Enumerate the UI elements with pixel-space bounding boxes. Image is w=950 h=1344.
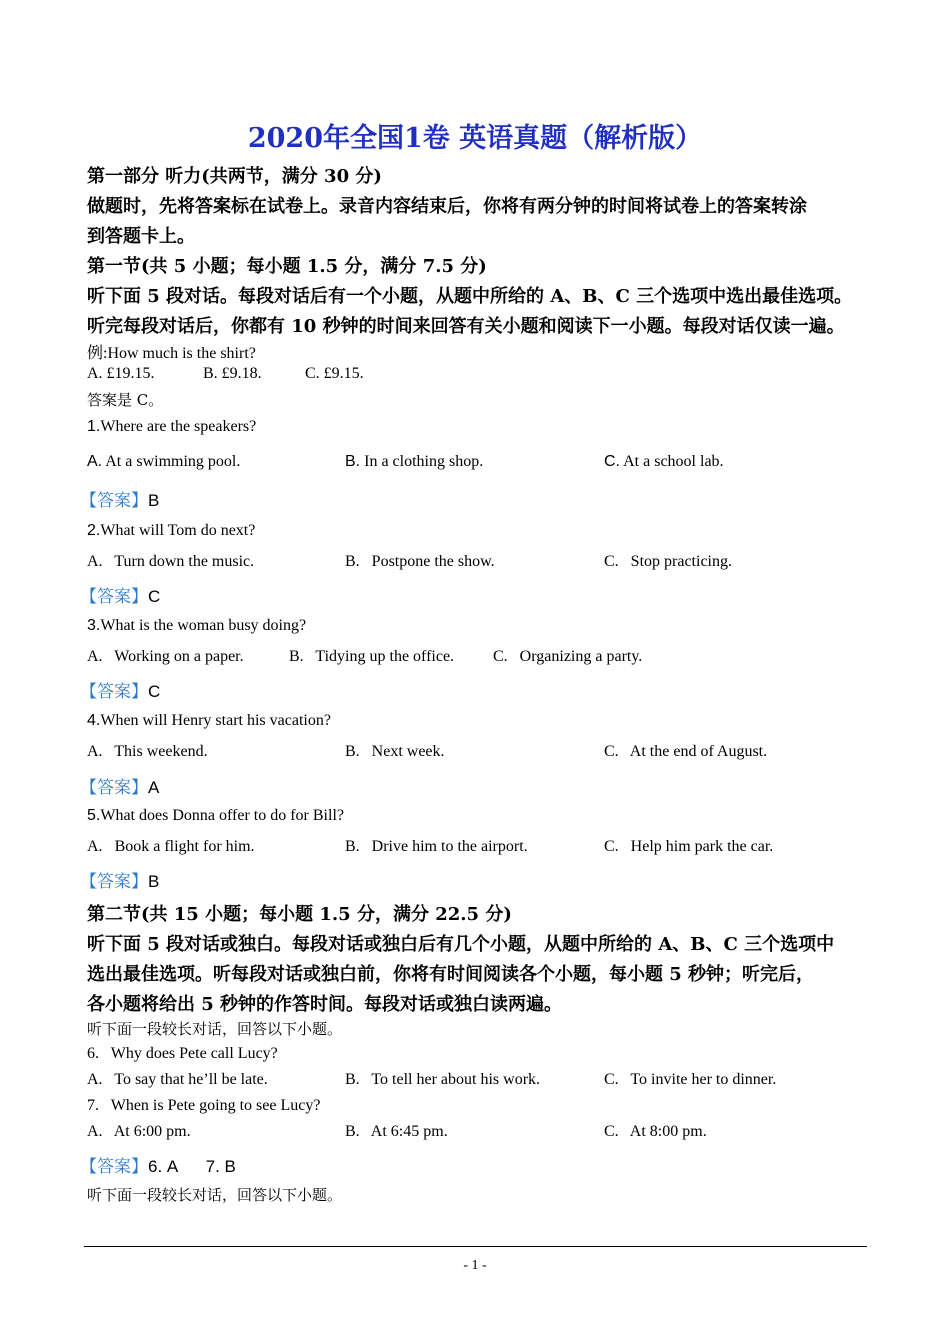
q4-option-b: B. Next week. bbox=[345, 743, 445, 760]
section2-heading: 第二节(共 15 小题；每小题 1.5 分，满分 22.5 分) bbox=[87, 904, 512, 925]
question-1: 1.Where are the speakers? bbox=[87, 418, 257, 435]
footer-divider bbox=[84, 1246, 867, 1247]
example-option-b: B. £9.18. bbox=[203, 365, 262, 382]
q4-option-a: A. This weekend. bbox=[87, 743, 208, 760]
page-title: 2020年全国1卷 英语真题（解析版） bbox=[247, 123, 703, 154]
q5-option-b: B. Drive him to the airport. bbox=[345, 838, 528, 855]
q1-option-b: B. In a clothing shop. bbox=[345, 453, 484, 470]
instruction-line: 到答题卡上。 bbox=[87, 226, 195, 247]
q5-answer: 【答案】B bbox=[80, 872, 160, 891]
question-7: 7. When is Pete going to see Lucy? bbox=[87, 1097, 321, 1114]
q2-option-a: A. Turn down the music. bbox=[87, 553, 255, 570]
q1-answer: 【答案】B bbox=[80, 491, 160, 510]
part1-heading: 第一部分 听力(共两节，满分 30 分) bbox=[87, 166, 382, 187]
q2-option-c: C. Stop practicing. bbox=[604, 553, 732, 570]
section2-instruction: 选出最佳选项。听每段对话或独白前，你将有时间阅读各个小题，每小题 5 秒钟；听完后， bbox=[87, 964, 815, 985]
next-dialogue-intro: 听下面一段较长对话，回答以下小题。 bbox=[87, 1186, 343, 1204]
question-3: 3.What is the woman busy doing? bbox=[87, 617, 307, 634]
q4-option-c: C. At the end of August. bbox=[604, 743, 768, 760]
q4-answer: 【答案】A bbox=[80, 778, 160, 797]
q6-q7-answer: 【答案】6. A 7. B bbox=[80, 1157, 236, 1176]
q2-answer: 【答案】C bbox=[80, 587, 161, 606]
question-2: 2.What will Tom do next? bbox=[87, 522, 256, 539]
section2-instruction: 各小题将给出 5 秒钟的作答时间。每段对话或独白读两遍。 bbox=[87, 994, 563, 1015]
q5-option-a: A. Book a flight for him. bbox=[87, 838, 255, 855]
q1-option-a: A. At a swimming pool. bbox=[87, 453, 241, 470]
question-4: 4.When will Henry start his vacation? bbox=[87, 712, 331, 729]
dialogue-intro: 听下面一段较长对话，回答以下小题。 bbox=[87, 1020, 343, 1038]
q6-option-b: B. To tell her about his work. bbox=[345, 1071, 541, 1088]
section2-instruction: 听下面 5 段对话或独白。每段对话或独白后有几个小题，从题中所给的 A、B、C 三个选项中 bbox=[87, 934, 835, 955]
section1-instruction: 听完每段对话后，你都有 10 秒钟的时间来回答有关小题和阅读下一小题。每段对话仅读一遍。 bbox=[87, 316, 845, 337]
q7-option-c: C. At 8:00 pm. bbox=[604, 1123, 707, 1140]
q7-option-b: B. At 6:45 pm. bbox=[345, 1123, 448, 1140]
section1-heading: 第一节(共 5 小题；每小题 1.5 分，满分 7.5 分) bbox=[87, 256, 487, 277]
section1-instruction: 听下面 5 段对话。每段对话后有一个小题，从题中所给的 A、B、C 三个选项中选出最佳选项。 bbox=[87, 286, 853, 307]
q6-option-a: A. To say that he’ll be late. bbox=[87, 1071, 268, 1088]
q3-answer: 【答案】C bbox=[80, 682, 161, 701]
q5-option-c: C. Help him park the car. bbox=[604, 838, 774, 855]
question-6: 6. Why does Pete call Lucy? bbox=[87, 1045, 278, 1062]
page-number: - 1 - bbox=[463, 1258, 487, 1273]
example-answer: 答案是 C。 bbox=[87, 391, 164, 409]
q6-option-c: C. To invite her to dinner. bbox=[604, 1071, 777, 1088]
question-5: 5.What does Donna offer to do for Bill? bbox=[87, 807, 344, 824]
q2-option-b: B. Postpone the show. bbox=[345, 553, 495, 570]
instruction-line: 做题时，先将答案标在试卷上。录音内容结束后，你将有两分钟的时间将试卷上的答案转涂 bbox=[87, 196, 807, 217]
example-question: 例:How much is the shirt? bbox=[87, 345, 256, 362]
q7-option-a: A. At 6:00 pm. bbox=[87, 1123, 191, 1140]
example-option-c: C. £9.15. bbox=[305, 365, 364, 382]
example-option-a: A. £19.15. bbox=[87, 365, 155, 382]
q3-option-a: A. Working on a paper. bbox=[87, 648, 244, 665]
q3-option-c: C. Organizing a party. bbox=[493, 648, 643, 665]
q1-option-c: C. At a school lab. bbox=[604, 453, 724, 470]
q3-option-b: B. Tidying up the office. bbox=[289, 648, 455, 665]
